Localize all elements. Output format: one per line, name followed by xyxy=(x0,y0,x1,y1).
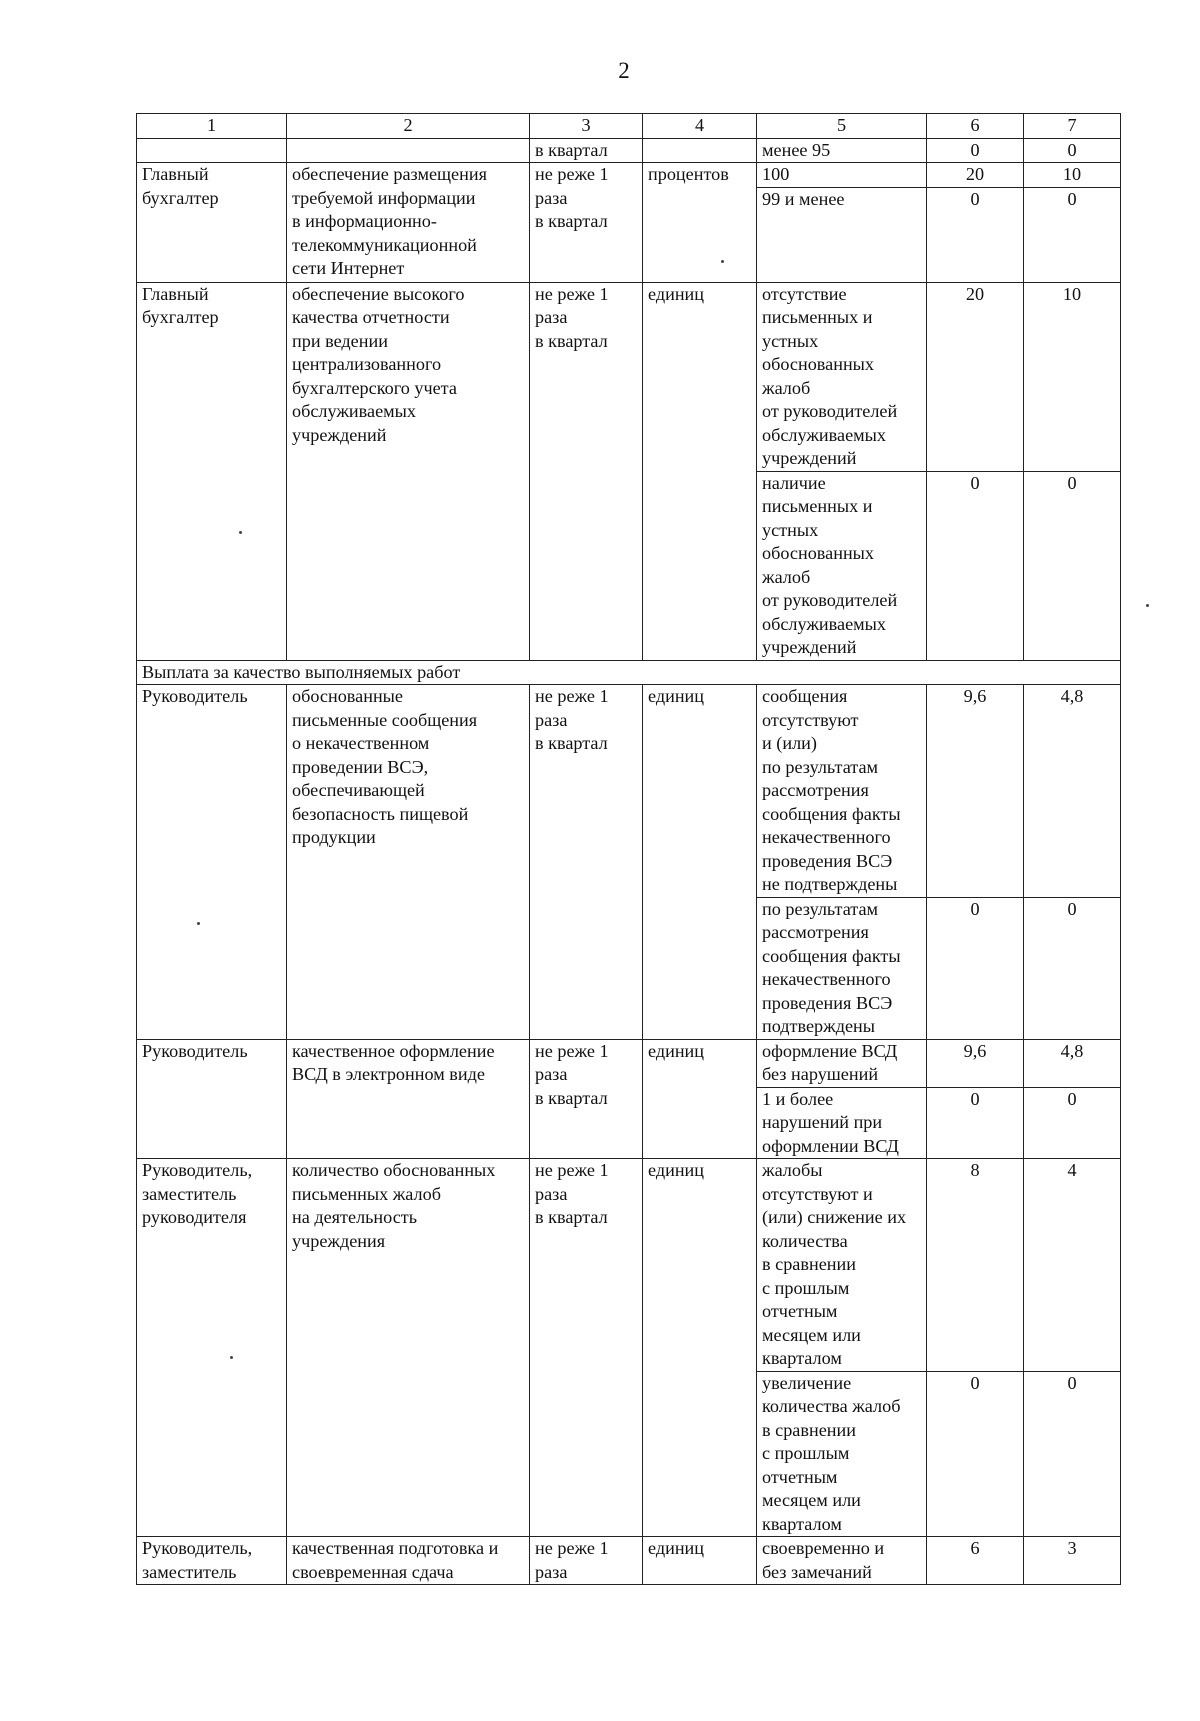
criterion-cell: увеличение количества жалоб в сравнении с прошлым отчетным месяцем или кварталом xyxy=(757,1371,927,1537)
frequency-cell: не реже 1 раза в квартал xyxy=(530,685,643,1040)
section-title: Выплата за качество выполняемых работ xyxy=(137,660,1121,685)
score-cell: 0 xyxy=(1024,138,1121,163)
scan-speck xyxy=(1146,604,1149,607)
unit-cell: единиц xyxy=(643,1159,757,1537)
table-row xyxy=(137,685,1121,898)
score-cell: 8 xyxy=(927,1159,1024,1372)
unit-cell: единиц xyxy=(643,685,757,1040)
table-row xyxy=(137,1039,1121,1087)
frequency-cell: не реже 1 раза xyxy=(530,1537,643,1585)
score-cell: 9,6 xyxy=(927,1039,1024,1087)
score-cell: 4,8 xyxy=(1024,1039,1121,1087)
criterion-cell: менее 95 xyxy=(757,138,927,163)
criterion-cell: 99 и менее xyxy=(757,187,927,282)
table-row xyxy=(137,1537,1121,1585)
score-cell: 0 xyxy=(1024,1371,1121,1537)
score-cell: 9,6 xyxy=(927,685,1024,898)
score-cell: 0 xyxy=(927,1371,1024,1537)
score-cell: 10 xyxy=(1024,163,1121,188)
column-number: 4 xyxy=(643,114,757,139)
score-cell: 20 xyxy=(927,282,1024,471)
scan-speck xyxy=(230,1356,233,1359)
table-row xyxy=(137,1159,1121,1372)
score-cell: 0 xyxy=(927,138,1024,163)
frequency-cell: не реже 1 раза в квартал xyxy=(530,163,643,283)
section-row xyxy=(137,660,1121,685)
unit-cell: процентов xyxy=(643,163,757,283)
criterion-cell: жалобы отсутствуют и (или) снижение их количества в сравнении с прошлым отчетным месяцем или кварталом xyxy=(757,1159,927,1372)
criterion-cell: 1 и более нарушений при оформлении ВСД xyxy=(757,1087,927,1159)
score-cell: 6 xyxy=(927,1537,1024,1585)
criterion-cell: сообщения отсутствуют и (или) по результатам рассмотрения сообщения факты некачественного проведения ВСЭ не подтверждены xyxy=(757,685,927,898)
score-cell: 3 xyxy=(1024,1537,1121,1585)
column-number: 5 xyxy=(757,114,927,139)
unit-cell xyxy=(643,138,757,163)
table-row xyxy=(137,138,1121,163)
frequency-cell: не реже 1 раза в квартал xyxy=(530,1159,643,1537)
unit-cell: единиц xyxy=(643,1039,757,1159)
position-cell: Руководитель xyxy=(137,1039,287,1159)
criterion-cell: оформление ВСД без нарушений xyxy=(757,1039,927,1087)
table-row xyxy=(137,163,1121,188)
indicator-cell xyxy=(287,138,530,163)
frequency-cell: не реже 1 раза в квартал xyxy=(530,282,643,660)
position-cell: Главный бухгалтер xyxy=(137,282,287,660)
indicator-cell: количество обоснованных письменных жалоб на деятельность учреждения xyxy=(287,1159,530,1537)
column-number: 6 xyxy=(927,114,1024,139)
criterion-cell: по результатам рассмотрения сообщения факты некачественного проведения ВСЭ подтверждены xyxy=(757,897,927,1039)
score-cell: 0 xyxy=(927,471,1024,660)
indicators-table xyxy=(136,113,1121,1585)
scan-speck xyxy=(239,531,242,534)
indicator-cell: обоснованные письменные сообщения о некачественном проведении ВСЭ, обеспечивающей безопасность пищевой продукции xyxy=(287,685,530,1040)
table-row xyxy=(137,282,1121,471)
score-cell: 0 xyxy=(927,897,1024,1039)
indicator-cell: обеспечение высокого качества отчетности при ведении централизованного бухгалтерского учета обслуживаемых учреждений xyxy=(287,282,530,660)
column-number-row xyxy=(137,114,1121,139)
frequency-cell: в квартал xyxy=(530,138,643,163)
criterion-cell: наличие письменных и устных обоснованных жалоб от руководителей обслуживаемых учреждений xyxy=(757,471,927,660)
score-cell: 0 xyxy=(1024,1087,1121,1159)
frequency-cell: не реже 1 раза в квартал xyxy=(530,1039,643,1159)
indicator-cell: качественное оформление ВСД в электронном виде xyxy=(287,1039,530,1159)
unit-cell: единиц xyxy=(643,282,757,660)
score-cell: 10 xyxy=(1024,282,1121,471)
unit-cell: единиц xyxy=(643,1537,757,1585)
score-cell: 0 xyxy=(1024,897,1121,1039)
score-cell: 0 xyxy=(927,187,1024,282)
criterion-cell: 100 xyxy=(757,163,927,188)
criterion-cell: отсутствие письменных и устных обоснованных жалоб от руководителей обслуживаемых учреждений xyxy=(757,282,927,471)
indicator-cell: обеспечение размещения требуемой информации в информационно- телекоммуникационной сети Интернет xyxy=(287,163,530,283)
column-number: 3 xyxy=(530,114,643,139)
score-cell: 0 xyxy=(927,1087,1024,1159)
column-number: 1 xyxy=(137,114,287,139)
page-number: 2 xyxy=(618,58,630,83)
score-cell: 0 xyxy=(1024,471,1121,660)
position-cell xyxy=(137,138,287,163)
score-cell: 4,8 xyxy=(1024,685,1121,898)
position-cell: Руководитель, заместитель xyxy=(137,1537,287,1585)
scan-speck xyxy=(197,922,200,925)
criterion-cell: своевременно и без замечаний xyxy=(757,1537,927,1585)
position-cell: Главный бухгалтер xyxy=(137,163,287,283)
score-cell: 20 xyxy=(927,163,1024,188)
position-cell: Руководитель, заместитель руководителя xyxy=(137,1159,287,1537)
position-cell: Руководитель xyxy=(137,685,287,1040)
score-cell: 4 xyxy=(1024,1159,1121,1372)
column-number: 2 xyxy=(287,114,530,139)
score-cell: 0 xyxy=(1024,187,1121,282)
scan-speck xyxy=(721,260,724,263)
column-number: 7 xyxy=(1024,114,1121,139)
indicator-cell: качественная подготовка и своевременная сдача xyxy=(287,1537,530,1585)
